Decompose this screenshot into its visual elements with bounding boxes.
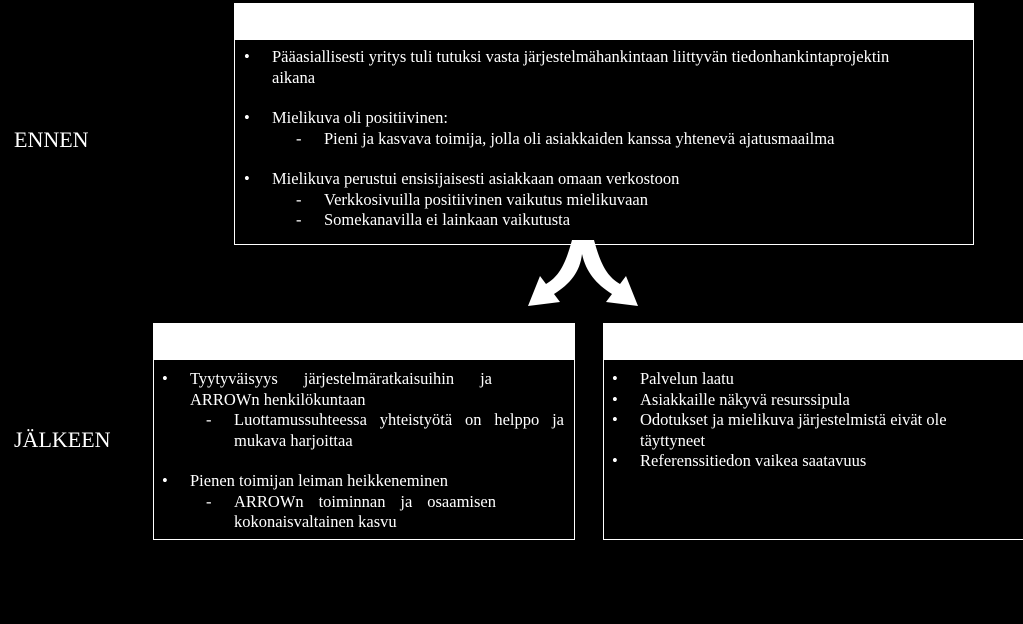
- list-item: • Mielikuva perustui ensisijaisesti asiakkaan omaan verkostoon: [272, 169, 913, 190]
- after-right-box: [603, 323, 1023, 540]
- after-left-box-header: [154, 324, 574, 360]
- after-right-box-header: [604, 324, 1023, 360]
- list-item: • Palvelun laatu: [640, 369, 1002, 390]
- label-jalkeen: JÄLKEEN: [14, 427, 111, 452]
- after-left-box: [153, 323, 575, 540]
- sub-item: - Somekanavilla ei lainkaan vaikutusta: [324, 210, 913, 231]
- sub-item: - Verkkosivuilla positiivinen vaikutus mielikuvaan: [324, 190, 913, 211]
- before-box-list: [235, 40, 973, 231]
- sub-item: - ARROWn toiminnan ja osaamisen kokonaisvaltainen kasvu: [234, 492, 496, 533]
- before-box: [234, 3, 974, 245]
- label-ennen: ENNEN: [14, 127, 89, 152]
- list-item: • Odotukset ja mielikuva järjestelmistä eivät ole täyttyneet: [640, 410, 1002, 451]
- before-box-header: [235, 4, 973, 40]
- list-item: • Asiakkaille näkyvä resurssipula: [640, 390, 1002, 411]
- list-item: • Referenssitiedon vaikea saatavuus: [640, 451, 1002, 472]
- list-item: • Pääasiallisesti yritys tuli tutuksi vasta järjestelmähankintaan liittyvän tiedonhankintaprojektin aikana: [272, 47, 913, 88]
- split-arrow-icon: [520, 240, 660, 330]
- after-left-box-list: [154, 360, 574, 533]
- sub-item: - Luottamussuhteessa yhteistyötä on helppo ja mukava harjoittaa: [234, 410, 564, 451]
- list-item: • Tyytyväisyys järjestelmäratkaisuihin ja ARROWn henkilökuntaan: [190, 369, 492, 410]
- list-item: • Pienen toimijan leiman heikkeneminen: [190, 471, 562, 492]
- after-right-box-list: [604, 360, 1023, 472]
- sub-item: - Pieni ja kasvava toimija, jolla oli asiakkaiden kanssa yhtenevä ajatusmaailma: [324, 129, 913, 150]
- list-item: • Mielikuva oli positiivinen:: [272, 108, 913, 129]
